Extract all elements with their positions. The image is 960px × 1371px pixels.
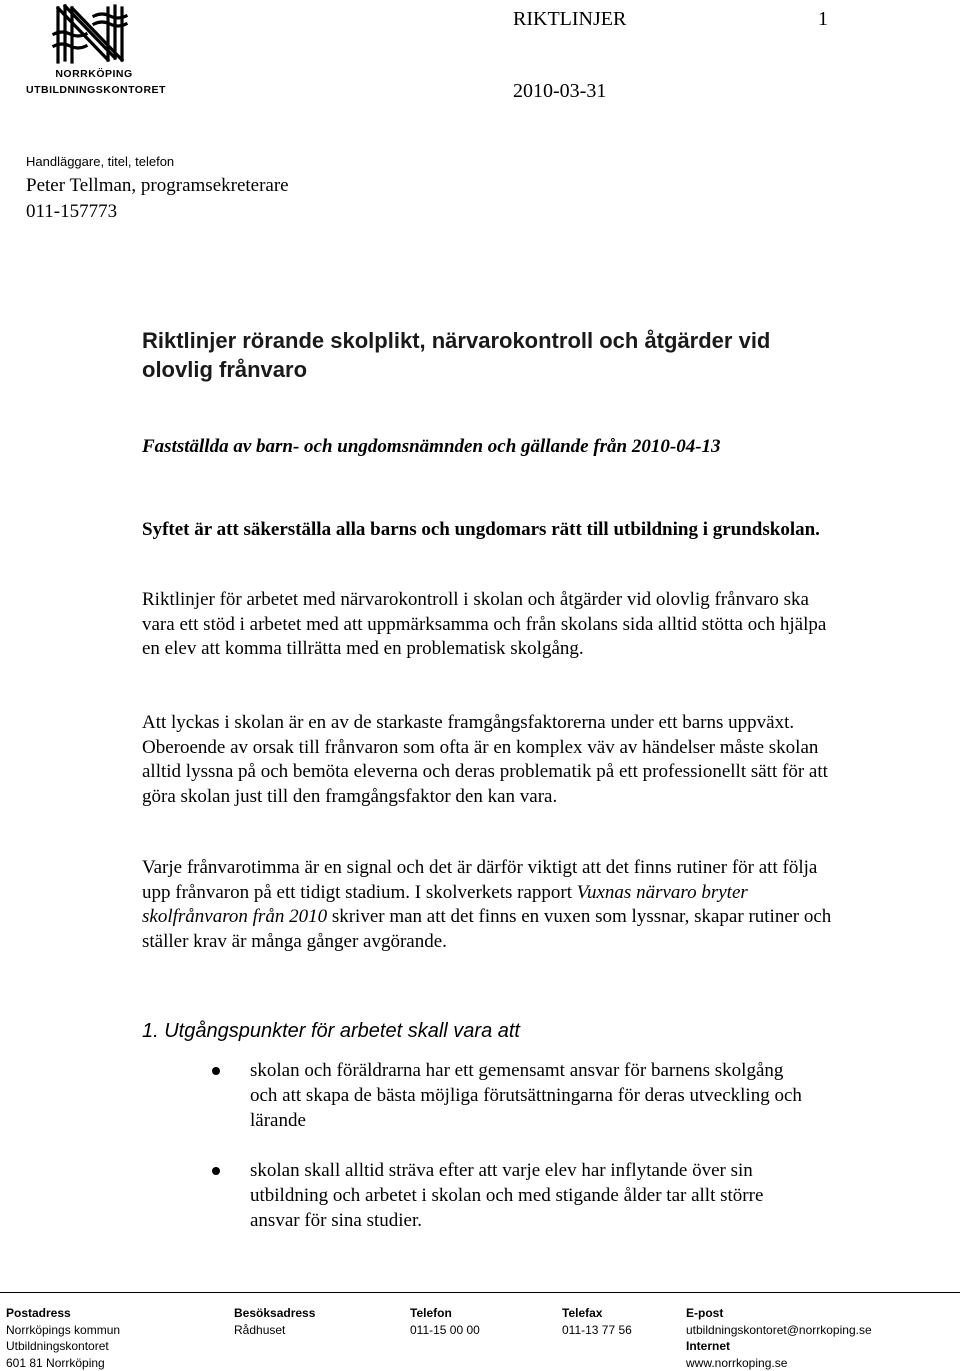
footer-value: 601 81 Norrköping: [6, 1355, 105, 1370]
logo-city-name: NORRKÖPING: [55, 68, 133, 80]
footer-value: 011-15 00 00: [410, 1322, 480, 1337]
footer-fax: [562, 1305, 632, 1338]
footer-heading: Postadress: [6, 1306, 71, 1320]
footer-email-link[interactable]: utbildningskontoret@norrkoping.se: [686, 1322, 872, 1337]
footer-visit-address: [234, 1305, 315, 1338]
footer-value: Rådhuset: [234, 1322, 286, 1337]
handler-phone: 011-157773: [26, 201, 118, 222]
paragraph: Att lyckas i skolan är en av de starkaste framgångsfaktorerna under ett barns uppväxt. Oberoende av orsak till frånvaron som ofta är en komplex väv av händelser måste skolan alltid lyssna på och bemöta eleverna och deras problematik på ett professionellt sätt för att göra skolan just till den framgångsfaktor den kan vara.: [142, 712, 828, 807]
handler-name: Peter Tellman, programsekreterare: [26, 175, 289, 196]
footer-email-web: [686, 1305, 872, 1371]
list-item-text: skolan och föräldrarna har ett gemensamt ansvar för barnens skolgång och att skapa de bästa möjliga förutsättningarna för deras utveckling och lärande: [250, 1060, 802, 1131]
footer-phone: [410, 1305, 480, 1338]
footer-divider: [0, 1292, 960, 1293]
footer-value: 011-13 77 56: [562, 1322, 632, 1337]
footer-heading: E-post: [686, 1306, 724, 1320]
document-date: 2010-03-31: [513, 80, 607, 102]
logo-mark-icon: [24, 2, 164, 66]
paragraph: [142, 856, 832, 954]
footer-heading: Internet: [686, 1339, 731, 1353]
report-title: Vuxnas närvaro bryter skolfrånvaron från 2010: [142, 881, 748, 927]
footer-heading: Besöksadress: [234, 1306, 316, 1320]
section-heading: 1. Utgångspunkter för arbetet skall vara att: [142, 1020, 520, 1042]
paragraph-text: skriver man att det finns en vuxen som lyssnar, skapar rutiner och ställer krav är många gånger avgörande.: [142, 906, 832, 952]
purpose-statement: Syftet är att säkerställa alla barns och ungdomars rätt till utbildning i grundskolan.: [142, 519, 820, 540]
document-type: RIKTLINJER: [513, 8, 627, 30]
bullet-icon: [212, 1167, 220, 1175]
handler-label: Handläggare, titel, telefon: [26, 154, 175, 169]
norrkoping-logo: [24, 2, 164, 98]
footer-heading: Telefax: [562, 1306, 603, 1320]
footer-postal-address: [6, 1305, 120, 1371]
bullet-icon: [212, 1067, 220, 1075]
footer-value: Norrköpings kommun: [6, 1322, 121, 1337]
page-number: 1: [818, 8, 828, 30]
footer-website-link[interactable]: www.norrkoping.se: [686, 1355, 788, 1370]
document-subtitle: Fastställda av barn- och ungdomsnämnden och gällande från 2010-04-13: [142, 436, 721, 457]
logo-office-name: UTBILDNINGSKONTORET: [26, 84, 166, 96]
list-item-text: skolan skall alltid sträva efter att varje elev har inflytande över sin utbildning och arbetet i skolan och med stigande ålder tar allt större ansvar för sina studier.: [250, 1160, 764, 1231]
document-title: Riktlinjer rörande skolplikt, närvarokontroll och åtgärder vid olovlig frånvaro: [142, 328, 771, 382]
footer-value: Utbildningskontoret: [6, 1339, 109, 1353]
paragraph-text: Varje frånvarotimma är en signal och det är därför viktigt att det finns rutiner för att följa upp frånvaron på ett tidigt stadium. I skolverkets rapport: [142, 857, 818, 903]
footer-heading: Telefon: [410, 1306, 452, 1320]
paragraph: Riktlinjer för arbetet med närvarokontroll i skolan och åtgärder vid olovlig frånvaro ska vara ett stöd i arbetet med att uppmärksamma och från skolans sida alltid stötta och hjälpa en elev att komma tillrätta med en problematisk skolgång.: [142, 589, 827, 659]
